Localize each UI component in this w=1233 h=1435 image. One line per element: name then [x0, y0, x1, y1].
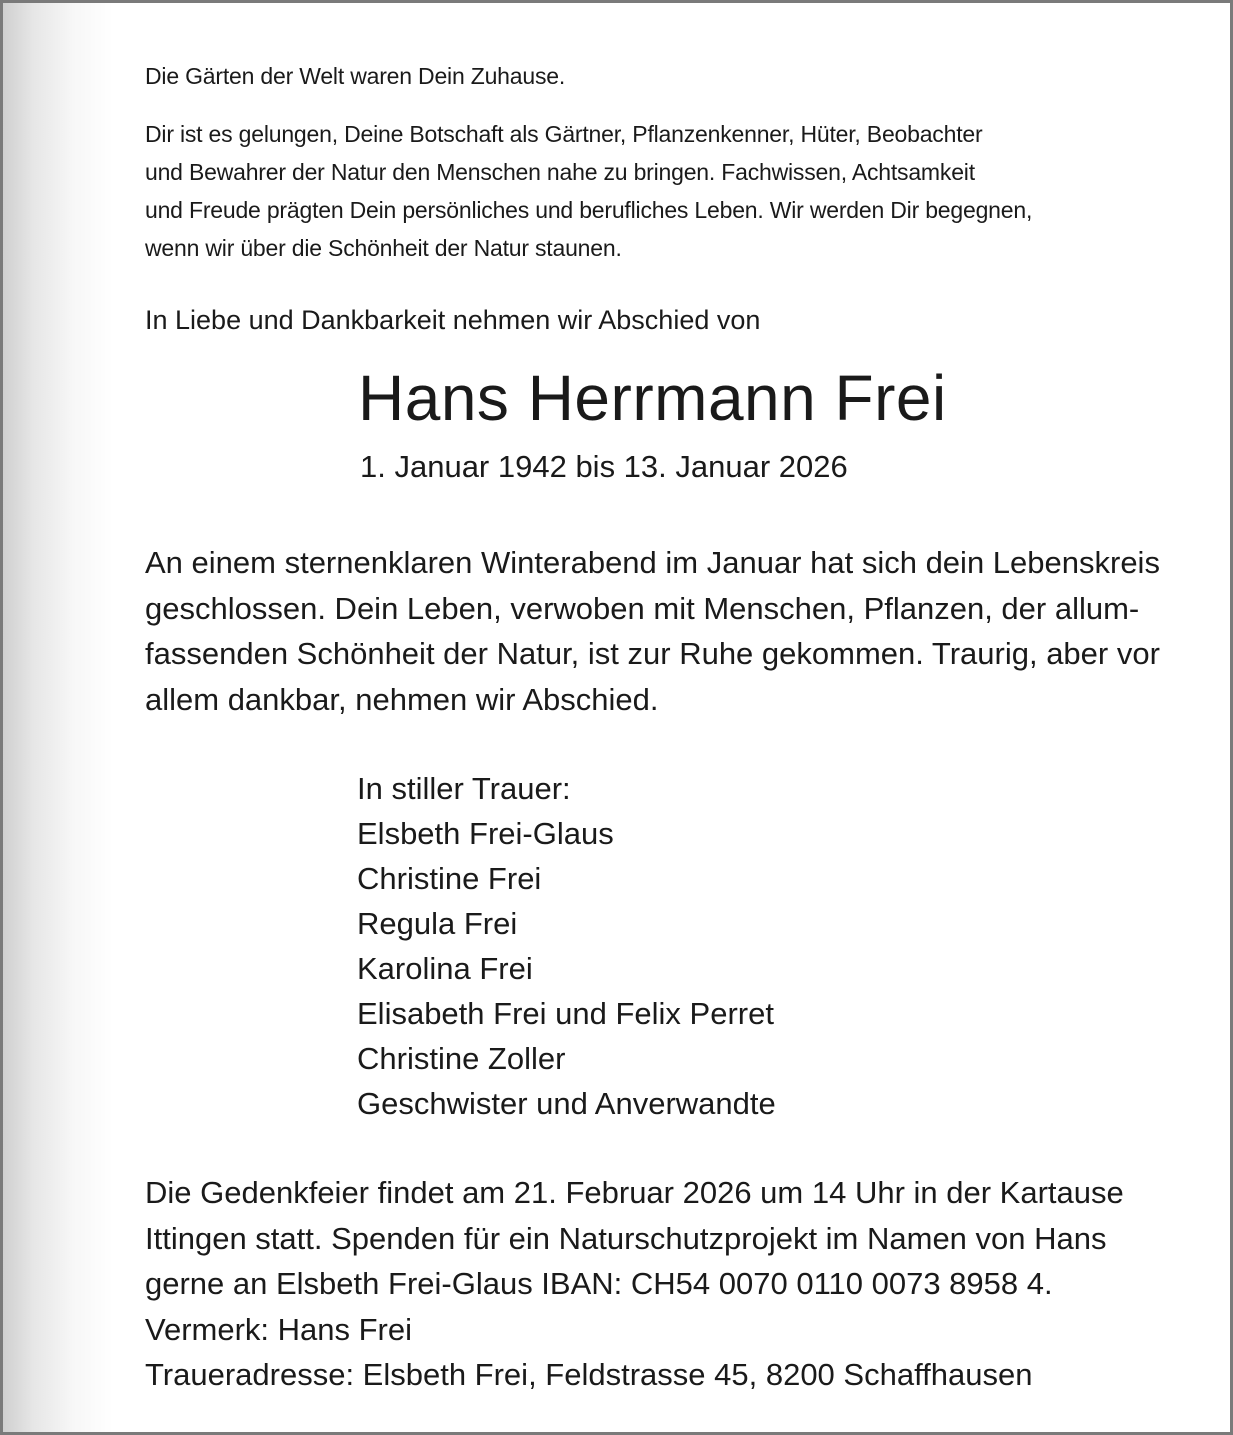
memorial-info	[145, 1170, 1225, 1398]
mourner-name: Karolina Frei	[357, 951, 533, 986]
farewell-lead: In Liebe und Dankbarkeit nehmen wir Abschied von	[145, 305, 761, 335]
mourners-list	[357, 766, 776, 1126]
memorial-info-line: gerne an Elsbeth Frei-Glaus IBAN: CH54 0070 0110 0073 8958 4.	[145, 1266, 1053, 1301]
mourner-name: Regula Frei	[357, 906, 518, 941]
memorial-info-line: Die Gedenkfeier findet am 21. Februar 2026 um 14 Uhr in der Kartause	[145, 1175, 1124, 1210]
mourners-heading: In stiller Trauer:	[357, 771, 571, 806]
message-paragraph	[145, 540, 1225, 722]
intro-line: Die Gärten der Welt waren Dein Zuhause.	[145, 63, 566, 89]
message-line: fassenden Schönheit der Natur, ist zur Ruhe gekommen. Traurig, aber vor	[145, 636, 1160, 671]
intro-paragraph-line: und Freude prägten Dein persönliches und berufliches Leben. Wir werden Dir begegnen,	[145, 197, 1033, 223]
intro-paragraph-line: Dir ist es gelungen, Deine Botschaft als Gärtner, Pflanzenkenner, Hüter, Beobachter	[145, 121, 983, 147]
message-line: An einem sternenklaren Winterabend im Januar hat sich dein Lebenskreis	[145, 545, 1160, 580]
mourner-name: Christine Frei	[357, 861, 542, 896]
mourner-name: Elisabeth Frei und Felix Perret	[357, 996, 774, 1031]
message-line: allem dankbar, nehmen wir Abschied.	[145, 681, 659, 717]
intro-paragraph-line: und Bewahrer der Natur den Menschen nahe zu bringen. Fachwissen, Achtsamkeit	[145, 159, 975, 185]
memorial-info-line: Vermerk: Hans Frei	[145, 1311, 413, 1347]
mourner-name: Christine Zoller	[357, 1041, 566, 1076]
life-dates: 1. Januar 1942 bis 13. Januar 2026	[360, 449, 848, 484]
intro-paragraph-line: wenn wir über die Schönheit der Natur staunen.	[145, 235, 622, 261]
intro-paragraph	[145, 115, 1205, 267]
mourner-name: Geschwister und Anverwandte	[357, 1086, 776, 1121]
message-line: geschlossen. Dein Leben, verwoben mit Menschen, Pflanzen, der allum-	[145, 590, 1140, 626]
deceased-name: Hans Herrmann Frei	[358, 362, 947, 434]
mourner-name: Elsbeth Frei-Glaus	[357, 816, 614, 851]
memorial-info-line: Ittingen statt. Spenden für ein Naturschutzprojekt im Namen von Hans	[145, 1220, 1107, 1256]
memorial-info-line: Traueradresse: Elsbeth Frei, Feldstrasse 45, 8200 Schaffhausen	[145, 1357, 1033, 1392]
